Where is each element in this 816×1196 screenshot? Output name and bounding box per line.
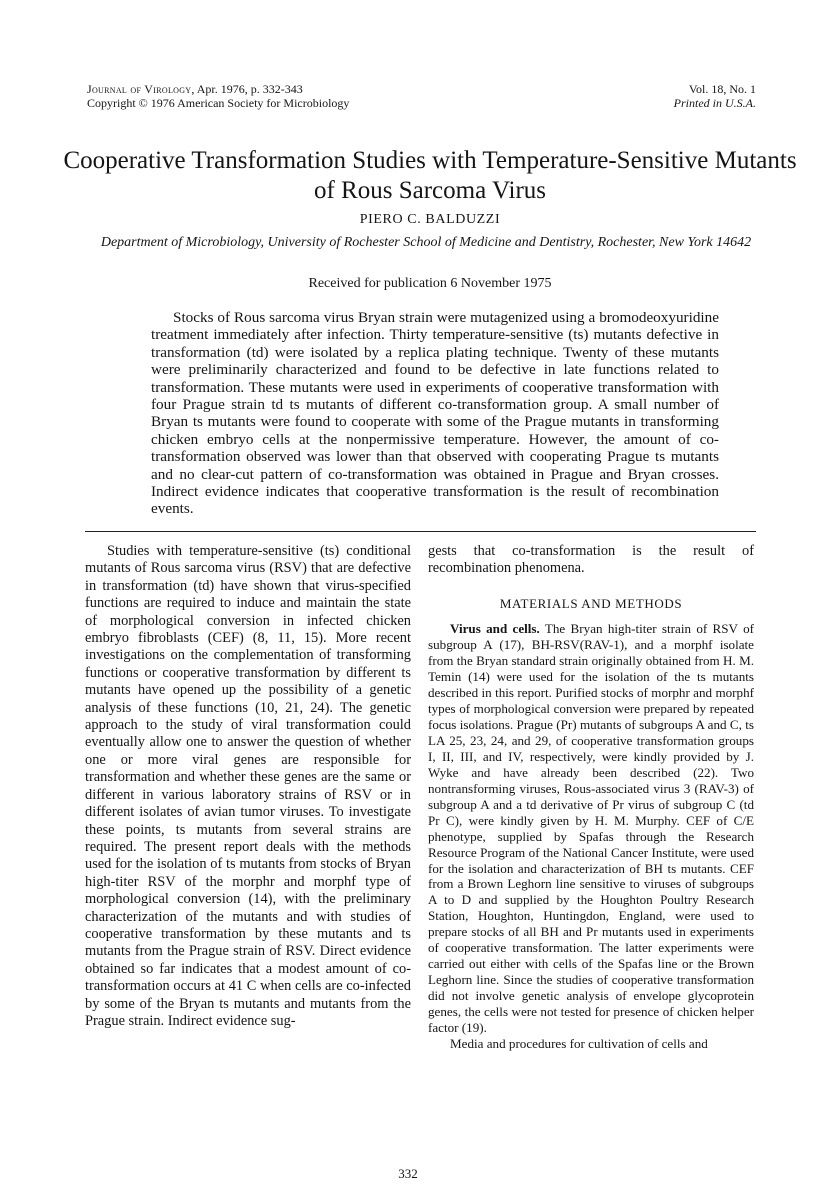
- right-column: [428, 543, 754, 1052]
- abstract: Stocks of Rous sarcoma virus Bryan strain were mutagenized using a bromodeoxyuridine treatment immediately after infection. Thirty temperature-sensitive (ts) mutants defective in transformation (td) were isolated by a replica plating technique. Twenty of these mutants were preliminarily characterized and found to be defective in late functions related to transformation. These mutants were used in experiments of cooperative transformation with four Prague strain td ts mutants of different co-transformation group. A small number of Bryan ts mutants were found to cooperate with some of the Prague mutants in transforming chicken embryo cells at the nonpermissive temperature. However, the amount of co-transformation observed was lower than that observed with cooperating Prague ts mutants and no clear-cut pattern of co-transformation was obtained in Prague and Bryan crosses. Indirect evidence indicates that cooperative transformation is the result of recombination events.: [151, 309, 719, 518]
- running-header-left: [87, 82, 349, 110]
- section-heading-materials-methods: MATERIALS AND METHODS: [499, 595, 683, 611]
- methods-paragraph: [428, 621, 754, 1036]
- left-column: [85, 543, 411, 1030]
- abstract-divider: [85, 531, 756, 532]
- media-paragraph: Media and procedures for cultivation of cells and: [450, 1036, 708, 1051]
- author-name: PIERO C. BALDUZZI: [359, 212, 501, 227]
- printed-location: Printed in U.S.A.: [673, 96, 756, 110]
- intro-paragraph: Studies with temperature-sensitive (ts) conditional mutants of Rous sarcoma virus (RSV) that are defective in transformation (td) have shown that virus-specified functions are required to induce and maintain the state of morphological conversion in infected chicken embryo fibroblasts (CEF) (8, 11, 15). More recent investigations on the complementation of transforming functions or cooperative transformation by different ts mutants have opened up the possibility of a genetic analysis of these functions (10, 21, 24). The genetic approach to the study of viral transformation could eventually allow one to answer the question of whether one or more viral genes are responsible for transformation and whether these genes are the same or different in various laboratory strains of RSV or in different isolates of avian tumor viruses. To investigate these points, ts mutants from several strains are required. The present report deals with the methods used for the isolation of ts mutants from stocks of Bryan high-titer RSV of the morphr and morphf type of morphological conversion (14), with the preliminary characterization of the mutants and with studies of cooperative transformation by these mutants and ts mutants from the Prague strain of RSV. Direct evidence obtained so far indicates that a modest amount of co-transformation occurs at 41 C when cells are co-infected by some of the Bryan ts mutants and mutants from the Prague strain. Indirect evidence sug-: [85, 543, 411, 1029]
- received-date: Received for publication 6 November 1975: [308, 276, 552, 291]
- page-number: 332: [398, 1166, 418, 1181]
- methods-text: The Bryan high-titer strain of RSV of subgroup A (17), BH-RSV(RAV-1), and a morphf isolate from the Bryan standard strain originally obtained from H. M. Temin (14) were used for the isolation of the ts mutants described in this report. Purified stocks of morphr and morphf types of morphological conversion were prepared by repeated focus isolations. Prague (Pr) mutants of subgroups A and C, ts LA 25, 23, 24, and 29, of cooperative transformation groups I, II, III, and IV, respectively, were kindly provided by J. Wyke and have already been described (22). Two nontransforming viruses, Rous-associated virus 3 (RAV-3) of subgroup A and a td derivative of Pr virus of subgroup C (td Pr C), were kindly given by H. M. Murphy. CEF of C/E phenotype, supplied by Spafas through the Research Resource Program of the National Cancer Institute, were used for the isolation and characterization of BH ts mutants. CEF from a Brown Leghorn line sensitive to viruses of subgroups A to D and supplied by the Houghton Poultry Research Station, Houghton, Huntingdon, England, were used to prepare stocks of all BH and Pr mutants used in experiments of cooperative transformation. The latter experiments were carried out either with cells of the Spafas line or the Brown Leghorn line. Since the studies of cooperative transformation did not involve genetic analysis of envelope glycoprotein genes, the cells were not tested for presence of chicken helper factor (19).: [428, 621, 754, 1036]
- issue-info: , Apr. 1976, p. 332-343: [191, 82, 303, 96]
- intro-continuation: gests that co-transformation is the result of recombination phenomena.: [428, 543, 754, 577]
- article-title: Cooperative Transformation Studies with Temperature-Sensitive Mutants of Rous Sarcoma Virus: [63, 147, 797, 204]
- volume-info: Vol. 18, No. 1: [688, 82, 756, 96]
- methods-run-in-heading: Virus and cells.: [450, 621, 540, 637]
- journal-name: Journal of Virology: [87, 82, 192, 96]
- copyright-line: Copyright © 1976 American Society for Microbiology: [87, 96, 350, 110]
- journal-citation: [87, 82, 349, 96]
- author-affiliation: Department of Microbiology, University of Rochester School of Medicine and Dentistry, Rochester, New York 14642: [100, 235, 752, 250]
- running-header-right: [674, 82, 756, 110]
